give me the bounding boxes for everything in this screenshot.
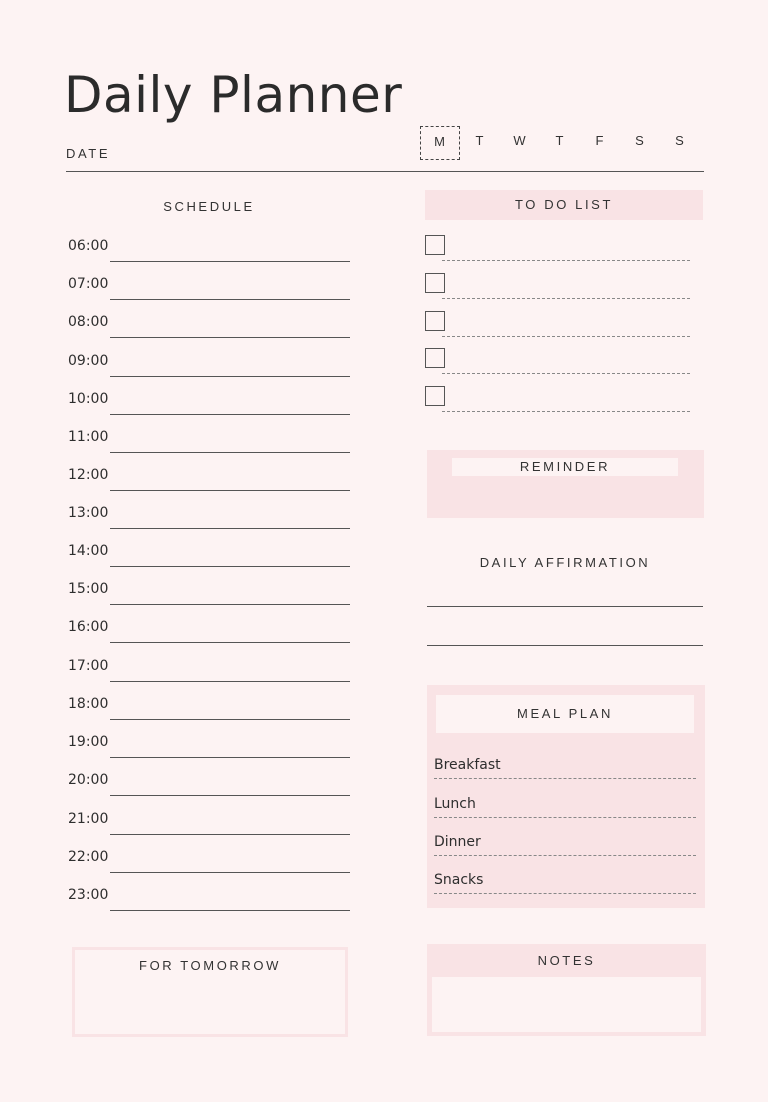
time-label: 22:00 [68, 849, 109, 865]
affirmation-title: DAILY AFFIRMATION [479, 555, 651, 570]
schedule-row[interactable] [68, 429, 354, 467]
writing-line [110, 261, 350, 262]
day-saturday[interactable]: S [635, 133, 645, 148]
time-label: 21:00 [68, 811, 109, 827]
time-label: 11:00 [68, 429, 109, 445]
schedule-row[interactable] [68, 353, 354, 391]
writing-line [110, 566, 350, 567]
day-thursday[interactable]: T [555, 133, 565, 148]
schedule-row[interactable] [68, 696, 354, 734]
day-wednesday[interactable]: W [513, 133, 527, 148]
todo-checkbox[interactable] [425, 348, 445, 368]
for-tomorrow-title: FOR TOMORROW [139, 958, 281, 973]
header-divider [66, 171, 704, 172]
time-label: 15:00 [68, 581, 109, 597]
dashed-line [442, 411, 690, 412]
schedule-row[interactable] [68, 734, 354, 772]
dashed-line [442, 336, 690, 337]
dashed-line [442, 298, 690, 299]
schedule-row[interactable] [68, 238, 354, 276]
writing-line [110, 681, 350, 682]
dashed-line [434, 817, 696, 818]
schedule-row[interactable] [68, 811, 354, 849]
todo-checkbox[interactable] [425, 235, 445, 255]
affirmation-line[interactable] [427, 645, 703, 646]
writing-line [110, 376, 350, 377]
todo-checkbox[interactable] [425, 386, 445, 406]
date-label: DATE [66, 146, 111, 161]
schedule-row[interactable] [68, 658, 354, 696]
writing-line [110, 337, 350, 338]
todo-title: TO DO LIST [425, 190, 703, 220]
writing-line [110, 757, 350, 758]
notes-area[interactable] [432, 977, 701, 1032]
time-label: 06:00 [68, 238, 109, 254]
writing-line [110, 604, 350, 605]
dashed-line [434, 855, 696, 856]
schedule-row[interactable] [68, 467, 354, 505]
todo-checkbox[interactable] [425, 273, 445, 293]
dashed-line [434, 893, 696, 894]
schedule-row[interactable] [68, 849, 354, 887]
day-sunday[interactable]: S [675, 133, 685, 148]
writing-line [110, 414, 350, 415]
page-title: Daily Planner [64, 66, 403, 124]
todo-item [425, 383, 690, 421]
writing-line [110, 490, 350, 491]
writing-line [110, 719, 350, 720]
writing-line [110, 299, 350, 300]
writing-line [110, 910, 350, 911]
schedule-title: SCHEDULE [163, 199, 255, 214]
time-label: 13:00 [68, 505, 109, 521]
schedule-row[interactable] [68, 505, 354, 543]
writing-line [110, 872, 350, 873]
dashed-line [442, 373, 690, 374]
schedule-row[interactable] [68, 276, 354, 314]
meal-label: Lunch [434, 796, 476, 812]
time-label: 18:00 [68, 696, 109, 712]
meal-row-lunch[interactable] [434, 796, 696, 834]
day-friday[interactable]: F [595, 133, 605, 148]
todo-item [425, 308, 690, 346]
time-label: 17:00 [68, 658, 109, 674]
affirmation-line[interactable] [427, 606, 703, 607]
time-label: 09:00 [68, 353, 109, 369]
schedule-row[interactable] [68, 772, 354, 810]
time-label: 19:00 [68, 734, 109, 750]
writing-line [110, 795, 350, 796]
time-label: 23:00 [68, 887, 109, 903]
dashed-line [442, 260, 690, 261]
notes-box [427, 944, 706, 1036]
schedule-row[interactable] [68, 543, 354, 581]
time-label: 08:00 [68, 314, 109, 330]
writing-line [110, 528, 350, 529]
reminder-box[interactable] [427, 450, 704, 518]
day-tuesday[interactable]: T [475, 133, 485, 148]
todo-checkbox[interactable] [425, 311, 445, 331]
writing-line [110, 834, 350, 835]
time-label: 10:00 [68, 391, 109, 407]
meal-label: Dinner [434, 834, 481, 850]
writing-line [110, 452, 350, 453]
meal-plan-title: MEAL PLAN [436, 695, 694, 733]
meal-plan-box [427, 685, 705, 908]
meal-label: Snacks [434, 872, 484, 888]
time-label: 16:00 [68, 619, 109, 635]
writing-line [110, 642, 350, 643]
time-label: 14:00 [68, 543, 109, 559]
schedule-row[interactable] [68, 314, 354, 352]
todo-item [425, 270, 690, 308]
meal-label: Breakfast [434, 757, 501, 773]
schedule-row[interactable] [68, 391, 354, 429]
meal-row-snacks[interactable] [434, 872, 696, 910]
schedule-row[interactable] [68, 887, 354, 925]
meal-row-breakfast[interactable] [434, 757, 696, 795]
time-label: 07:00 [68, 276, 109, 292]
dashed-line [434, 778, 696, 779]
weekday-selector [420, 126, 710, 160]
time-label: 12:00 [68, 467, 109, 483]
time-label: 20:00 [68, 772, 109, 788]
schedule-row[interactable] [68, 581, 354, 619]
for-tomorrow-box[interactable] [72, 947, 348, 1037]
meal-row-dinner[interactable] [434, 834, 696, 872]
todo-item [425, 345, 690, 383]
notes-title: NOTES [537, 953, 596, 968]
todo-item [425, 232, 690, 270]
schedule-row[interactable] [68, 619, 354, 657]
day-monday[interactable]: M [420, 126, 460, 160]
reminder-title: REMINDER [452, 458, 678, 476]
